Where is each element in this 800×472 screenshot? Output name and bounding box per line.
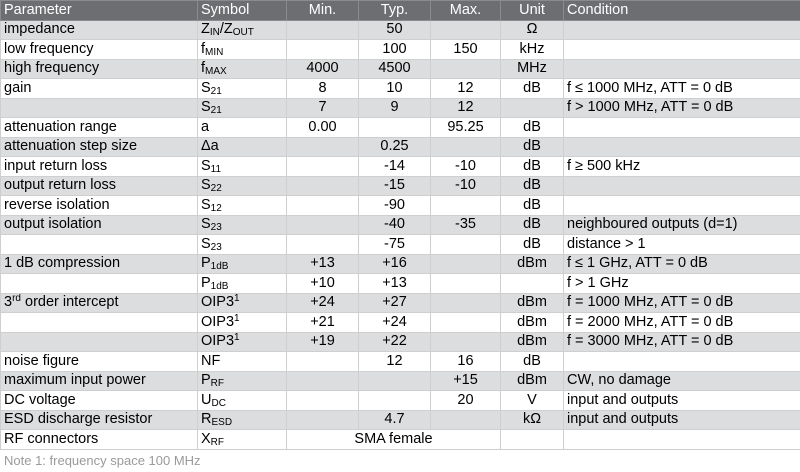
symbol-base: S	[201, 197, 211, 213]
max-cell: 150	[431, 40, 501, 60]
typ-cell: +13	[359, 274, 431, 294]
unit-cell	[501, 98, 564, 118]
min-cell: 0.00	[287, 118, 359, 138]
table-row	[1, 352, 800, 372]
min-cell: 7	[287, 98, 359, 118]
typ-cell: +22	[359, 332, 431, 352]
condition-cell	[564, 59, 800, 79]
symbol-superscript: 1	[234, 332, 240, 343]
parameter-cell	[1, 98, 198, 118]
table-row	[1, 157, 800, 177]
condition-cell: f = 1000 MHz, ATT = 0 dB	[564, 293, 800, 313]
min-cell: 4000	[287, 59, 359, 79]
parameter-cell: output isolation	[1, 215, 198, 235]
parameter-cell: ESD discharge resistor	[1, 410, 198, 430]
symbol-base: NF	[201, 353, 220, 369]
symbol-base: X	[201, 431, 211, 447]
header-unit: Unit	[501, 1, 564, 21]
condition-cell: CW, no damage	[564, 371, 800, 391]
symbol-subscript: 1dB	[211, 281, 229, 292]
max-cell	[431, 235, 501, 255]
min-cell: +19	[287, 332, 359, 352]
header-max: Max.	[431, 1, 501, 21]
table-row	[1, 79, 800, 99]
footnote: Note 1: frequency space 100 MHz	[0, 450, 800, 472]
parameter-cell: impedance	[1, 20, 198, 40]
symbol-base: P	[201, 372, 211, 388]
symbol-cell	[198, 118, 287, 138]
table-row	[1, 274, 800, 294]
table-row	[1, 391, 800, 411]
condition-cell: input and outputs	[564, 410, 800, 430]
min-cell	[287, 410, 359, 430]
parameter-superscript: rd	[12, 293, 21, 304]
typ-cell: 4500	[359, 59, 431, 79]
symbol-cell	[198, 391, 287, 411]
min-cell: +13	[287, 254, 359, 274]
typ-cell: 12	[359, 352, 431, 372]
typ-cell	[359, 371, 431, 391]
symbol-superscript: 1	[234, 293, 240, 304]
typ-cell: 4.7	[359, 410, 431, 430]
parameter-cell: low frequency	[1, 40, 198, 60]
symbol-subscript: IN	[210, 27, 220, 38]
symbol-cell	[198, 98, 287, 118]
symbol-subscript: 12	[211, 203, 222, 214]
typ-cell	[359, 118, 431, 138]
header-condition: Condition	[564, 1, 800, 21]
parameter-cell: high frequency	[1, 59, 198, 79]
unit-cell: dB	[501, 235, 564, 255]
typ-cell: 10	[359, 79, 431, 99]
symbol-cell	[198, 176, 287, 196]
symbol-cell	[198, 332, 287, 352]
typ-cell: +16	[359, 254, 431, 274]
table-row	[1, 118, 800, 138]
symbol-cell	[198, 293, 287, 313]
condition-cell	[564, 137, 800, 157]
symbol-base: R	[201, 411, 211, 427]
typ-cell: 50	[359, 20, 431, 40]
parameter-cell: reverse isolation	[1, 196, 198, 216]
min-cell	[287, 137, 359, 157]
typ-cell: 100	[359, 40, 431, 60]
symbol-subscript: RF	[211, 378, 224, 389]
condition-cell	[564, 40, 800, 60]
symbol-cell	[198, 79, 287, 99]
condition-cell: f ≤ 1 GHz, ATT = 0 dB	[564, 254, 800, 274]
unit-cell: kHz	[501, 40, 564, 60]
condition-cell	[564, 20, 800, 40]
condition-cell: f = 2000 MHz, ATT = 0 dB	[564, 313, 800, 333]
min-cell	[287, 352, 359, 372]
unit-cell: Ω	[501, 20, 564, 40]
symbol-subscript: MIN	[205, 47, 223, 58]
min-cell	[287, 235, 359, 255]
typ-cell: +27	[359, 293, 431, 313]
symbol-base: P	[201, 255, 211, 271]
max-cell	[431, 59, 501, 79]
parameter-cell: input return loss	[1, 157, 198, 177]
header-typ: Typ.	[359, 1, 431, 21]
min-cell	[287, 215, 359, 235]
max-cell	[431, 293, 501, 313]
symbol-cell	[198, 371, 287, 391]
condition-cell	[564, 352, 800, 372]
symbol-cell	[198, 235, 287, 255]
symbol-base: S	[201, 236, 211, 252]
header-min: Min.	[287, 1, 359, 21]
symbol-cell	[198, 137, 287, 157]
symbol-base: f	[201, 60, 205, 76]
parameter-cell: output return loss	[1, 176, 198, 196]
table-row	[1, 215, 800, 235]
unit-cell	[501, 430, 564, 450]
symbol-subscript: 22	[211, 183, 222, 194]
symbol-cell	[198, 196, 287, 216]
unit-cell: dBm	[501, 293, 564, 313]
typ-cell: -15	[359, 176, 431, 196]
symbol-base: Δa	[201, 138, 219, 154]
symbol-cell	[198, 352, 287, 372]
parameter-cell	[1, 332, 198, 352]
parameter-cell: maximum input power	[1, 371, 198, 391]
max-cell	[431, 313, 501, 333]
symbol-base: a	[201, 119, 209, 135]
symbol-base: S	[201, 80, 211, 96]
symbol-base: /Z	[220, 21, 233, 37]
min-cell	[287, 40, 359, 60]
unit-cell: dBm	[501, 254, 564, 274]
symbol-base: Z	[201, 21, 210, 37]
parameter-cell: gain	[1, 79, 198, 99]
value-span-cell: SMA female	[287, 430, 501, 450]
max-cell: 12	[431, 79, 501, 99]
symbol-base: OIP3	[201, 294, 234, 310]
table-body	[1, 20, 800, 449]
max-cell: 20	[431, 391, 501, 411]
parameter-cell	[1, 313, 198, 333]
max-cell: 12	[431, 98, 501, 118]
symbol-cell	[198, 157, 287, 177]
min-cell	[287, 20, 359, 40]
symbol-base: S	[201, 177, 211, 193]
unit-cell: dB	[501, 157, 564, 177]
symbol-base: OIP3	[201, 333, 234, 349]
parameter-cell: noise figure	[1, 352, 198, 372]
header-parameter: Parameter	[1, 1, 198, 21]
parameter-cell: RF connectors	[1, 430, 198, 450]
condition-cell: f > 1 GHz	[564, 274, 800, 294]
min-cell	[287, 371, 359, 391]
condition-cell	[564, 176, 800, 196]
parameter-cell: attenuation range	[1, 118, 198, 138]
condition-cell: input and outputs	[564, 391, 800, 411]
symbol-cell	[198, 274, 287, 294]
table-row	[1, 293, 800, 313]
min-cell: +10	[287, 274, 359, 294]
unit-cell: dB	[501, 137, 564, 157]
typ-cell: 0.25	[359, 137, 431, 157]
header-symbol: Symbol	[198, 1, 287, 21]
unit-cell: dB	[501, 176, 564, 196]
symbol-cell	[198, 40, 287, 60]
unit-cell: dB	[501, 79, 564, 99]
max-cell	[431, 196, 501, 216]
table-row	[1, 196, 800, 216]
symbol-base: S	[201, 158, 211, 174]
condition-cell: f ≤ 1000 MHz, ATT = 0 dB	[564, 79, 800, 99]
max-cell	[431, 254, 501, 274]
symbol-subscript: ESD	[211, 417, 232, 428]
symbol-cell	[198, 59, 287, 79]
symbol-subscript: DC	[211, 398, 225, 409]
symbol-base: P	[201, 275, 211, 291]
max-cell: -10	[431, 157, 501, 177]
condition-cell: f ≥ 500 kHz	[564, 157, 800, 177]
symbol-base: U	[201, 392, 211, 408]
parameter-text: order intercept	[21, 294, 119, 310]
typ-cell: +24	[359, 313, 431, 333]
typ-cell: -75	[359, 235, 431, 255]
table-row	[1, 410, 800, 430]
parameter-cell: attenuation step size	[1, 137, 198, 157]
condition-cell: f = 3000 MHz, ATT = 0 dB	[564, 332, 800, 352]
min-cell	[287, 391, 359, 411]
symbol-subscript: 23	[211, 242, 222, 253]
symbol-base: OIP3	[201, 314, 234, 330]
parameter-cell	[1, 274, 198, 294]
parameter-cell	[1, 235, 198, 255]
typ-cell: -90	[359, 196, 431, 216]
unit-cell: kΩ	[501, 410, 564, 430]
symbol-cell	[198, 313, 287, 333]
unit-cell: dBm	[501, 371, 564, 391]
min-cell: +21	[287, 313, 359, 333]
header-row	[1, 1, 800, 21]
max-cell: +15	[431, 371, 501, 391]
max-cell: 95.25	[431, 118, 501, 138]
table-row	[1, 430, 800, 450]
max-cell	[431, 410, 501, 430]
unit-cell: MHz	[501, 59, 564, 79]
table-row	[1, 59, 800, 79]
unit-cell: dB	[501, 215, 564, 235]
table-row	[1, 137, 800, 157]
min-cell: 8	[287, 79, 359, 99]
max-cell: -35	[431, 215, 501, 235]
symbol-cell	[198, 20, 287, 40]
min-cell	[287, 176, 359, 196]
symbol-base: f	[201, 41, 205, 57]
table-row	[1, 313, 800, 333]
max-cell	[431, 332, 501, 352]
condition-cell: neighboured outputs (d=1)	[564, 215, 800, 235]
table-row	[1, 235, 800, 255]
typ-cell	[359, 391, 431, 411]
parameter-text: 3	[4, 294, 12, 310]
table-header	[1, 1, 800, 21]
table-row	[1, 371, 800, 391]
condition-cell	[564, 196, 800, 216]
condition-cell	[564, 118, 800, 138]
unit-cell	[501, 274, 564, 294]
unit-cell: dBm	[501, 313, 564, 333]
symbol-subscript: 1dB	[211, 261, 229, 272]
unit-cell: dB	[501, 352, 564, 372]
table-row	[1, 254, 800, 274]
symbol-subscript: OUT	[233, 27, 254, 38]
symbol-cell	[198, 410, 287, 430]
unit-cell: dBm	[501, 332, 564, 352]
min-cell	[287, 196, 359, 216]
parameter-cell	[1, 293, 198, 313]
unit-cell: V	[501, 391, 564, 411]
symbol-subscript: RF	[211, 437, 224, 448]
symbol-subscript: 21	[211, 105, 222, 116]
symbol-cell	[198, 215, 287, 235]
symbol-subscript: 21	[211, 86, 222, 97]
table-row	[1, 332, 800, 352]
condition-cell: f > 1000 MHz, ATT = 0 dB	[564, 98, 800, 118]
table-row	[1, 98, 800, 118]
table-row	[1, 20, 800, 40]
symbol-subscript: 11	[211, 164, 221, 175]
symbol-cell	[198, 430, 287, 450]
max-cell	[431, 274, 501, 294]
parameter-cell: DC voltage	[1, 391, 198, 411]
unit-cell: dB	[501, 196, 564, 216]
parameter-cell: 1 dB compression	[1, 254, 198, 274]
max-cell	[431, 20, 501, 40]
max-cell: -10	[431, 176, 501, 196]
typ-cell: -40	[359, 215, 431, 235]
symbol-subscript: MAX	[205, 66, 227, 77]
typ-cell: 9	[359, 98, 431, 118]
table-row	[1, 176, 800, 196]
symbol-base: S	[201, 99, 211, 115]
max-cell: 16	[431, 352, 501, 372]
min-cell	[287, 157, 359, 177]
typ-cell: -14	[359, 157, 431, 177]
condition-cell	[564, 430, 800, 450]
table-row	[1, 40, 800, 60]
unit-cell: dB	[501, 118, 564, 138]
symbol-cell	[198, 254, 287, 274]
max-cell	[431, 137, 501, 157]
condition-cell: distance > 1	[564, 235, 800, 255]
symbol-subscript: 23	[211, 222, 222, 233]
symbol-superscript: 1	[234, 313, 240, 324]
symbol-base: S	[201, 216, 211, 232]
min-cell: +24	[287, 293, 359, 313]
